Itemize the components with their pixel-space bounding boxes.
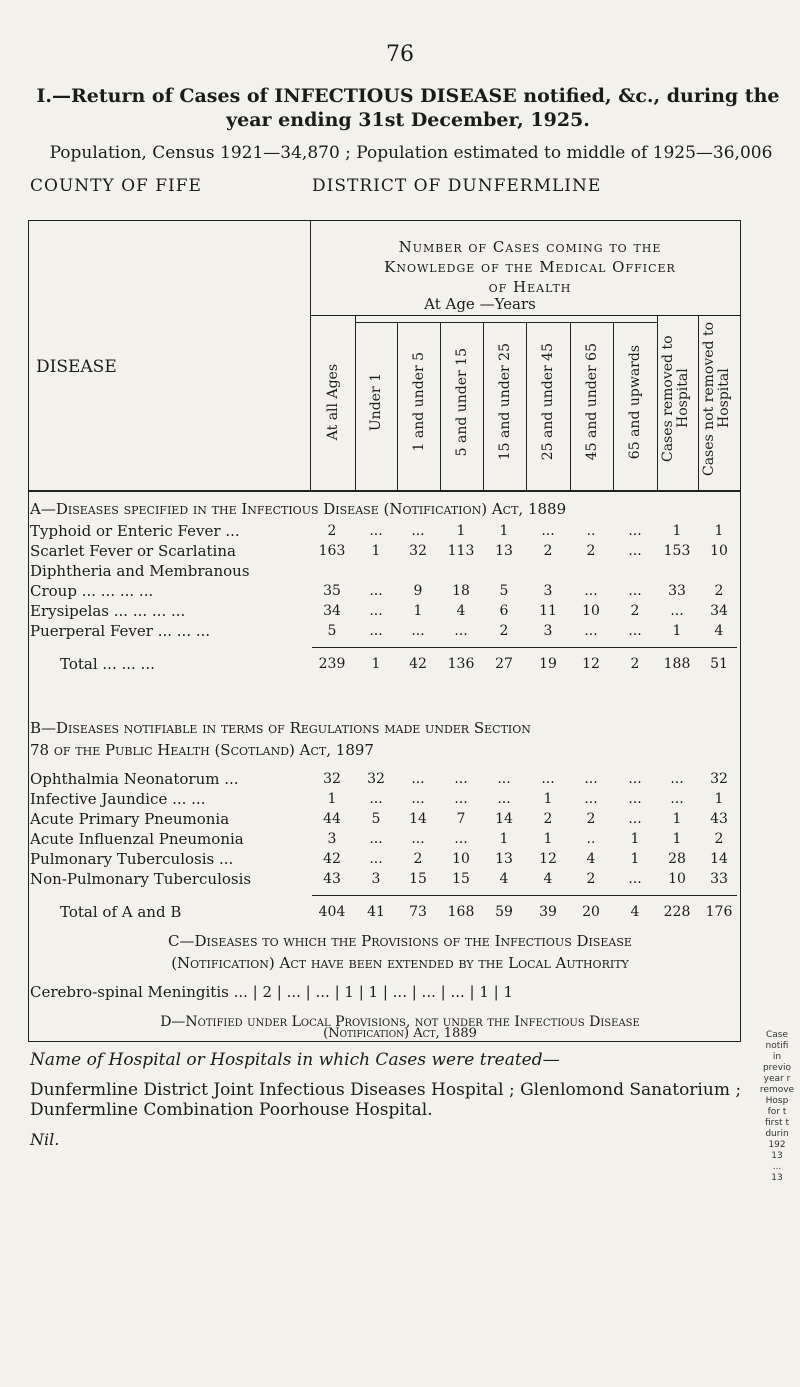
col-header-5-15: 5 and under 15 <box>453 347 470 457</box>
table-row-cell: 2 <box>714 583 724 599</box>
table-row-cell: 3 <box>371 871 381 887</box>
table-row-cell: 33 <box>668 583 686 599</box>
table-row-cell: ... <box>497 791 511 807</box>
margin-fragment-line: Hosp <box>765 1096 789 1106</box>
table-row-cell: 1 <box>714 523 724 539</box>
table-row-cell: 4 <box>714 623 724 639</box>
table-row-cell: ... <box>628 811 642 827</box>
total-row-cell: 27 <box>495 656 513 672</box>
total-row-cell: 228 <box>663 904 691 920</box>
table-row-cell: ... <box>628 583 642 599</box>
table-row-cell: ... <box>628 771 642 787</box>
section-d-heading-2: (Notification) Act, 1889 <box>323 1026 477 1041</box>
margin-fragment-line: for t <box>767 1107 787 1117</box>
table-row-cell: 4 <box>499 871 509 887</box>
table-row-cell: ... <box>369 583 383 599</box>
table-row-cell: ... <box>584 623 598 639</box>
population-line: Population, Census 1921—34,870 ; Population estimated to middle of 1925—36,006 <box>49 143 773 163</box>
table-row-label: Non-Pulmonary Tuberculosis <box>30 870 252 888</box>
table-row-cell: 153 <box>663 543 691 559</box>
table-row-cell: 43 <box>710 811 728 827</box>
table-row-cell: 1 <box>371 543 381 559</box>
section-c-row: Cerebro-spinal Meningitis ... | 2 | ... | ... | 1 | 1 | ... | ... | ... | 1 | 1 <box>30 983 514 1001</box>
header-main-line: Number of Cases coming to the <box>398 238 662 256</box>
table-row-cell: .. <box>586 523 596 539</box>
margin-fragment-line: first t <box>765 1118 789 1128</box>
table-row-cell: ... <box>670 791 684 807</box>
section-b-heading-2: 78 of the Public Health (Scotland) Act, 1897 <box>30 741 374 759</box>
table-row-cell: 4 <box>586 851 596 867</box>
col-header-45-65: 45 and under 65 <box>583 343 600 461</box>
table-row-cell: 13 <box>495 851 513 867</box>
table-row-cell: ... <box>628 523 642 539</box>
header-main-line: of Health <box>488 278 572 296</box>
table-row-cell: 1 <box>499 831 509 847</box>
table-row-label: Puerperal Fever ... ... ... <box>30 622 211 640</box>
margin-fragment-line: 13 <box>771 1151 783 1161</box>
section-d-nil: Nil. <box>30 1130 60 1149</box>
table-row-cell: 1 <box>327 791 337 807</box>
table-row-cell: ... <box>628 871 642 887</box>
table-row-cell: 1 <box>672 623 682 639</box>
table-row-cell: 28 <box>668 851 686 867</box>
table-row-cell: 18 <box>452 583 470 599</box>
table-row-cell: 2 <box>543 811 553 827</box>
table-row-cell: 2 <box>327 523 337 539</box>
table-row-cell: 15 <box>452 871 470 887</box>
total-row-cell: 59 <box>495 904 513 920</box>
table-row-cell: 2 <box>413 851 423 867</box>
table-row-label: Pulmonary Tuberculosis ... <box>30 850 234 868</box>
table-row-cell: ... <box>369 851 383 867</box>
table-row-cell: 2 <box>499 623 509 639</box>
table-row-cell: .. <box>586 831 596 847</box>
table-row-cell: 3 <box>543 583 553 599</box>
table-row-cell: 12 <box>539 851 557 867</box>
total-row-label: Total of A and B <box>60 903 182 921</box>
table-row-cell: 1 <box>714 791 724 807</box>
page-title: I.—Return of Cases of INFECTIOUS DISEASE notified, &c., during the year ending 31st December, 1925. <box>36 85 780 131</box>
table-row-cell: 1 <box>672 811 682 827</box>
section-a-heading: A—Diseases specified in the Infectious Disease (Notification) Act, 1889 <box>30 500 567 518</box>
col-header-under-1: Under 1 <box>368 372 384 432</box>
page-number: 76 <box>386 42 414 67</box>
total-row-cell: 404 <box>318 904 346 920</box>
table-row-cell: ... <box>628 623 642 639</box>
table-row-cell: 4 <box>543 871 553 887</box>
table-row-cell: ... <box>584 791 598 807</box>
table-row-cell: 15 <box>409 871 427 887</box>
table-row-cell: 1 <box>456 523 466 539</box>
table-row-cell: 33 <box>710 871 728 887</box>
table-row-cell: ... <box>541 771 555 787</box>
margin-fragment-line: remove <box>759 1085 795 1095</box>
table-row-cell: ... <box>670 603 684 619</box>
total-row-label: Total ... ... ... <box>60 655 155 673</box>
total-row-cell: 39 <box>539 904 557 920</box>
table-row-cell: 2 <box>586 871 596 887</box>
table-row-cell: 9 <box>413 583 423 599</box>
total-row-cell: 239 <box>318 656 346 672</box>
table-row-cell: 6 <box>499 603 509 619</box>
table-row-label: Erysipelas ... ... ... ... <box>30 602 186 620</box>
table-row-cell: 32 <box>710 771 728 787</box>
total-row-cell: 2 <box>630 656 640 672</box>
table-row-cell: 13 <box>495 543 513 559</box>
table-row-cell: 42 <box>323 851 341 867</box>
table-row-cell: 10 <box>668 871 686 887</box>
table-row-cell: 2 <box>586 811 596 827</box>
margin-fragment <box>754 1030 800 1184</box>
table-row-cell: 1 <box>499 523 509 539</box>
col-header-15-25: 15 and under 25 <box>496 343 513 461</box>
table-row-label: Croup ... ... ... ... <box>30 582 154 600</box>
table-row-cell: 35 <box>323 583 341 599</box>
total-row-cell: 51 <box>710 656 728 672</box>
table-row-cell: 7 <box>456 811 466 827</box>
table-row-cell: ... <box>411 791 425 807</box>
table-row-cell: ... <box>369 831 383 847</box>
table-row-cell: ... <box>411 523 425 539</box>
table-row-cell: 10 <box>710 543 728 559</box>
col-header-not-removed: Cases not removed to Hospital <box>701 321 732 476</box>
table-row-label: Infective Jaundice ... ... <box>30 790 206 808</box>
table-row-cell: 43 <box>323 871 341 887</box>
table-row-cell: 32 <box>323 771 341 787</box>
table-row-cell: 4 <box>456 603 466 619</box>
header-separator <box>28 490 741 492</box>
total-row-cell: 12 <box>582 656 600 672</box>
table-row-cell: 32 <box>367 771 385 787</box>
total-rule <box>312 647 737 648</box>
table-row-label: Diphtheria and Membranous <box>30 562 250 580</box>
section-d-heading-1: D—Notified under Local Provisions, not under the Infectious Disease <box>160 1014 640 1030</box>
total-row-cell: 1 <box>371 656 381 672</box>
margin-fragment-line: durin <box>765 1129 789 1139</box>
table-row-cell: 1 <box>543 831 553 847</box>
table-row-label: Scarlet Fever or Scarlatina <box>30 542 236 560</box>
section-b-heading-1: B—Diseases notifiable in terms of Regulations made under Section <box>30 719 531 737</box>
table-row-cell: 14 <box>710 851 728 867</box>
table-row-cell: 1 <box>543 791 553 807</box>
margin-fragment-line: ... <box>772 1162 782 1172</box>
table-row-cell: 5 <box>499 583 509 599</box>
section-c-heading-1: C—Diseases to which the Provisions of the Infectious Disease <box>168 932 632 950</box>
table-row-cell: ... <box>584 771 598 787</box>
total-row-cell: 136 <box>447 656 475 672</box>
col-header-removed: Cases removed to Hospital <box>660 335 691 462</box>
table-row-cell: 1 <box>672 831 682 847</box>
table-row-cell: ... <box>369 623 383 639</box>
total-row-cell: 168 <box>447 904 475 920</box>
col-header-all-ages: At all Ages <box>324 363 341 441</box>
margin-fragment-line: previo <box>762 1063 792 1073</box>
margin-fragment-line: 13 <box>771 1173 783 1183</box>
table-row-label: Typhoid or Enteric Fever ... <box>30 522 240 540</box>
table-row-cell: 5 <box>371 811 381 827</box>
margin-fragment-line: in <box>772 1052 782 1062</box>
table-row-cell: ... <box>584 583 598 599</box>
total-row-cell: 176 <box>705 904 733 920</box>
margin-fragment-line: 192 <box>768 1140 786 1150</box>
table-row-cell: 10 <box>452 851 470 867</box>
col-header-1-5: 1 and under 5 <box>410 352 427 452</box>
header-main <box>320 237 740 297</box>
table-row-cell: ... <box>411 831 425 847</box>
table-row-cell: 2 <box>586 543 596 559</box>
county-label: COUNTY OF FIFE <box>30 176 202 196</box>
total-row-cell: 188 <box>663 656 691 672</box>
table-row-cell: 3 <box>327 831 337 847</box>
table-row-cell: ... <box>497 771 511 787</box>
margin-fragment-line: notifi <box>765 1041 789 1051</box>
table-row-cell: 34 <box>710 603 728 619</box>
table-row-cell: ... <box>454 623 468 639</box>
table-row-cell: ... <box>541 523 555 539</box>
hospital-label: Name of Hospital or Hospitals in which Cases were treated— <box>30 1050 560 1070</box>
total-rule <box>312 895 737 896</box>
table-row-cell: 2 <box>714 831 724 847</box>
total-row-cell: 19 <box>539 656 557 672</box>
total-row-cell: 41 <box>367 904 385 920</box>
table-row-cell: ... <box>454 771 468 787</box>
col-header-65-up: 65 and upwards <box>627 344 643 460</box>
table-row-cell: 3 <box>543 623 553 639</box>
table-row-cell: 2 <box>543 543 553 559</box>
section-c-heading-2: (Notification) Act have been extended by the Local Authority <box>171 954 629 972</box>
table-row-cell: ... <box>628 543 642 559</box>
total-row-cell: 20 <box>582 904 600 920</box>
table-row-cell: 113 <box>447 543 475 559</box>
table-row-cell: ... <box>369 791 383 807</box>
table-row-cell: ... <box>670 771 684 787</box>
table-row-cell: 1 <box>672 523 682 539</box>
table-row-cell: 2 <box>630 603 640 619</box>
margin-fragment-line: year r <box>763 1074 791 1084</box>
table-row-cell: 5 <box>327 623 337 639</box>
table-row-cell: ... <box>369 523 383 539</box>
table-row-cell: ... <box>454 791 468 807</box>
table-row-cell: 1 <box>630 831 640 847</box>
table-row-cell: ... <box>411 623 425 639</box>
table-row-cell: 14 <box>409 811 427 827</box>
total-row-cell: 73 <box>409 904 427 920</box>
table-row-cell: ... <box>411 771 425 787</box>
disease-column-rule <box>310 220 311 490</box>
hospital-text: Dunfermline District Joint Infectious Diseases Hospital ; Glenlomond Sanatorium ; Dunfermline Combination Poorhouse Hospital. <box>30 1080 742 1120</box>
header-disease: DISEASE <box>36 357 117 377</box>
district-label: DISTRICT OF DUNFERMLINE <box>312 176 602 196</box>
table-row-cell: 10 <box>582 603 600 619</box>
table-row-cell: 34 <box>323 603 341 619</box>
header-main-line: Knowledge of the Medical Officer <box>384 258 676 276</box>
table-row-cell: 1 <box>413 603 423 619</box>
total-row-cell: 4 <box>630 904 640 920</box>
table-row-cell: 11 <box>539 603 557 619</box>
header-age-group: At Age —Years <box>424 295 536 313</box>
table-row-cell: 1 <box>630 851 640 867</box>
table-row-cell: ... <box>454 831 468 847</box>
table-row-cell: ... <box>369 603 383 619</box>
margin-fragment-line: Case <box>765 1030 789 1040</box>
table-row-cell: 14 <box>495 811 513 827</box>
col-header-25-45: 25 and under 45 <box>540 343 556 461</box>
table-row-cell: 32 <box>409 543 427 559</box>
table-row-cell: 44 <box>323 811 341 827</box>
table-row-label: Acute Influenzal Pneumonia <box>30 830 244 848</box>
total-row-cell: 42 <box>409 656 427 672</box>
table-row-label: Acute Primary Pneumonia <box>30 810 230 828</box>
table-row-label: Ophthalmia Neonatorum ... <box>30 770 239 788</box>
table-row-cell: 163 <box>318 543 346 559</box>
table-row-cell: ... <box>628 791 642 807</box>
